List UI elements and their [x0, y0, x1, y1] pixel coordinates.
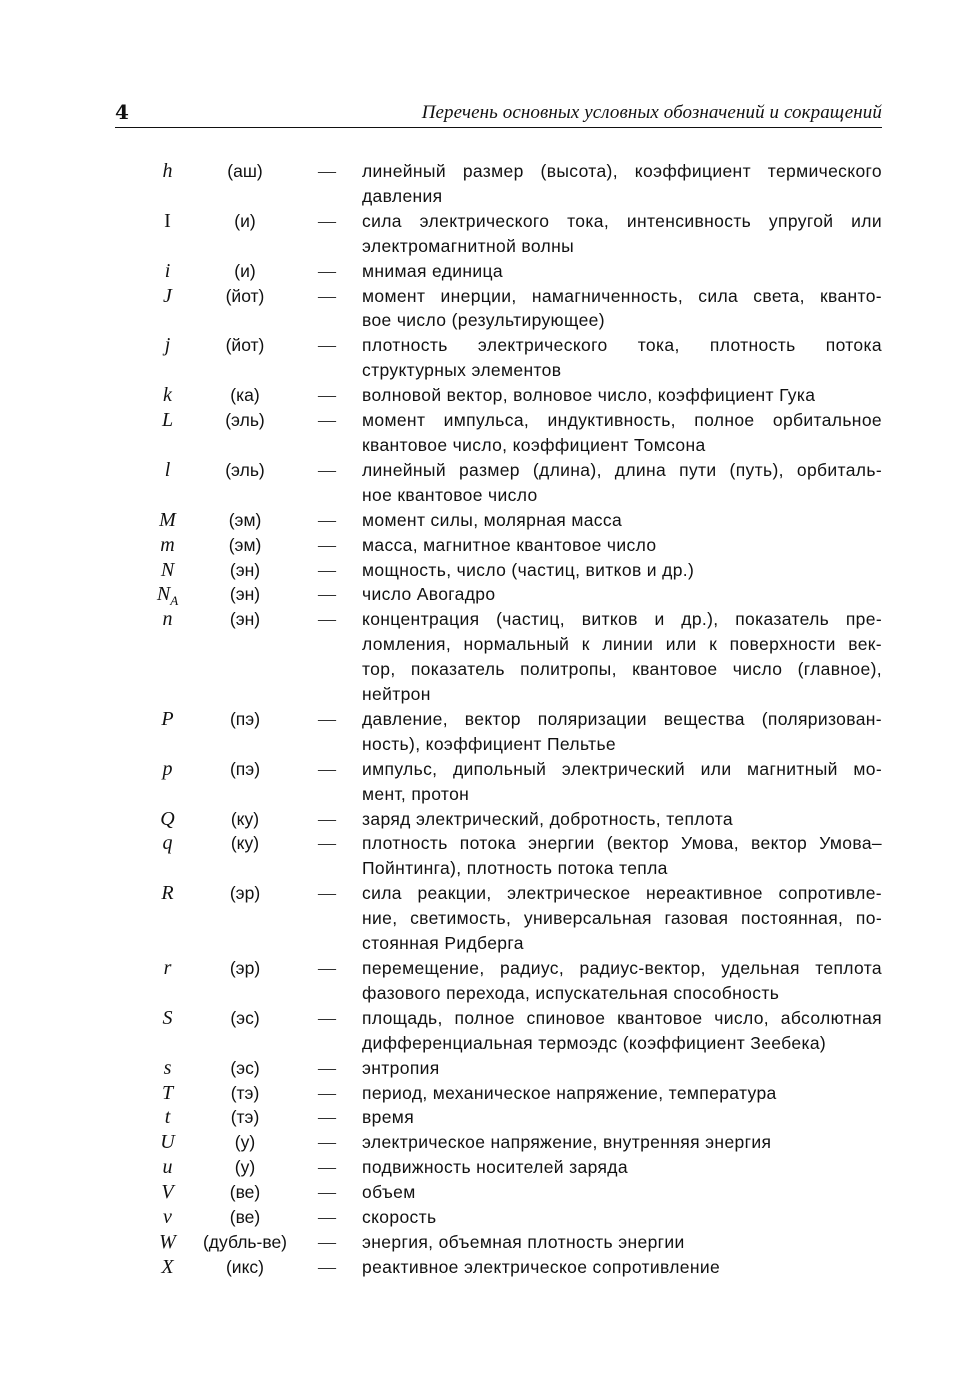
definition-line: электромагнитной волны: [362, 235, 575, 256]
entry-pronunciation: (тэ): [230, 1082, 260, 1103]
entry-symbol-letter: l: [164, 458, 171, 481]
entry-symbol-letter: m: [160, 533, 175, 556]
definition-line: сила электрического тока, интенсивность упругой или: [362, 210, 882, 231]
definition-line: концентрация (частиц, витков и др.), показатель пре-: [362, 609, 882, 630]
definition-line: квантовое число, коэффициент Томсона: [362, 434, 706, 455]
entry-symbol-letter: I: [164, 209, 171, 232]
entry-symbol-letter: V: [161, 1181, 174, 1204]
entry-symbol-letter: j: [164, 334, 171, 357]
glossary-entry: [115, 383, 882, 408]
glossary-entry: [115, 508, 882, 533]
entry-symbol-letter: P: [161, 707, 174, 730]
entry-definition: [362, 881, 882, 956]
entry-symbol-letter: q: [162, 832, 173, 855]
definition-line: энергия, объемная плотность энергии: [362, 1231, 685, 1252]
entry-definition: [362, 558, 882, 583]
definition-line: масса, магнитное квантовое число: [362, 534, 657, 555]
entry-dash: —: [318, 534, 336, 555]
entry-pronunciation: (и): [234, 210, 256, 231]
definition-line: мощность, число (частиц, витков и др.): [362, 559, 695, 580]
symbol-glossary: [115, 159, 882, 1280]
entry-definition: [362, 458, 882, 508]
entry-symbol-subscript: A: [170, 593, 179, 609]
entry-definition: [362, 707, 882, 757]
entry-pronunciation: (эль): [225, 410, 265, 431]
definition-line: плотность потока энергии (вектор Умова, вектор Умова–: [362, 833, 882, 854]
definition-line: момент инерции, намагниченность, сила света, кванто-: [362, 285, 882, 306]
entry-definition: [362, 807, 882, 832]
entry-dash: —: [318, 1007, 336, 1028]
entry-pronunciation: (эм): [228, 509, 262, 530]
entry-definition: [362, 259, 882, 284]
entry-pronunciation: (у): [234, 1157, 256, 1178]
entry-symbol-letter: X: [161, 1255, 174, 1278]
entry-dash: —: [318, 833, 336, 854]
glossary-entry: [115, 1230, 882, 1255]
definition-line: скорость: [362, 1207, 437, 1228]
glossary-entry: [115, 209, 882, 259]
definition-line: плотность электрического тока, плотность потока: [362, 335, 882, 356]
glossary-entry: [115, 558, 882, 583]
page-header: [115, 99, 882, 128]
entry-definition: [362, 1130, 882, 1155]
entry-symbol-letter: W: [159, 1230, 176, 1253]
entry-symbol-letter: N: [160, 558, 175, 581]
definition-line: давление, вектор поляризации вещества (поляризован-: [362, 708, 882, 729]
glossary-entry: [115, 1205, 882, 1230]
entry-dash: —: [318, 1231, 336, 1252]
glossary-entry: [115, 881, 882, 956]
entry-dash: —: [318, 1082, 336, 1103]
entry-dash: —: [318, 708, 336, 729]
glossary-entry: [115, 956, 882, 1006]
entry-symbol-letter: k: [163, 384, 172, 407]
entry-symbol-letter: r: [163, 957, 172, 979]
glossary-entry: [115, 831, 882, 881]
entry-symbol-letter: M: [159, 508, 176, 531]
definition-line: время: [362, 1107, 415, 1128]
entry-definition: [362, 757, 882, 807]
entry-pronunciation: (эр): [229, 883, 261, 904]
entry-pronunciation: (эн): [229, 609, 261, 630]
definition-line: ломления, нормальный к линии или к поверхности век-: [362, 634, 882, 655]
glossary-entry: [115, 259, 882, 284]
entry-definition: [362, 1105, 882, 1130]
entry-symbol-letter: p: [162, 757, 173, 780]
definition-line: энтропия: [362, 1057, 440, 1078]
entry-definition: [362, 1081, 882, 1106]
entry-symbol-letter: h: [162, 160, 173, 182]
entry-symbol-letter: S: [162, 1006, 173, 1029]
entry-pronunciation: (ку): [230, 833, 260, 854]
glossary-entry: [115, 607, 882, 707]
entry-dash: —: [318, 1107, 336, 1128]
definition-line: дифференциальная термоэдс (коэффициент Зеебека): [362, 1032, 827, 1053]
entry-pronunciation: (пэ): [229, 758, 261, 779]
page-number: 4: [115, 100, 129, 124]
entry-definition: [362, 1155, 882, 1180]
entry-definition: [362, 159, 882, 209]
entry-dash: —: [318, 1182, 336, 1203]
entry-definition: [362, 1180, 882, 1205]
entry-pronunciation: (эм): [228, 534, 262, 555]
entry-symbol-letter: Q: [160, 807, 175, 830]
entry-dash: —: [318, 1256, 336, 1277]
glossary-entry: [115, 807, 882, 832]
definition-line: ность), коэффициент Пельтье: [362, 733, 616, 754]
definition-line: сила реакции, электрическое нереактивное сопротивле-: [362, 883, 882, 904]
entry-dash: —: [318, 385, 336, 406]
definition-line: перемещение, радиус, радиус-вектор, удельная теплота: [362, 958, 882, 978]
entry-pronunciation: (тэ): [230, 1107, 260, 1128]
glossary-entry: [115, 333, 882, 383]
entry-definition: [362, 284, 882, 334]
definition-line: тор, показатель политропы, квантовое число (главное),: [362, 659, 882, 680]
glossary-entry: [115, 159, 882, 209]
entry-dash: —: [318, 210, 336, 231]
entry-symbol-letter: T: [161, 1081, 174, 1104]
entry-pronunciation: (ка): [230, 385, 260, 406]
definition-line: линейный размер (высота), коэффициент термического: [362, 161, 882, 181]
definition-line: вое число (результирующее): [362, 310, 605, 331]
entry-dash: —: [318, 509, 336, 530]
entry-symbol-letter: t: [164, 1106, 171, 1129]
definition-line: мнимая единица: [362, 260, 504, 281]
running-title: Перечень основных условных обозначений и сокращений: [421, 102, 882, 123]
glossary-entry: [115, 707, 882, 757]
entry-definition: [362, 1205, 882, 1230]
entry-symbol-letter: v: [163, 1206, 172, 1229]
definition-line: реактивное электрическое сопротивление: [362, 1256, 721, 1277]
entry-pronunciation: (эн): [229, 584, 261, 605]
glossary-entry: [115, 1006, 882, 1056]
entry-symbol-letter: i: [164, 259, 171, 282]
definition-line: давления: [362, 185, 443, 206]
entry-definition: [362, 582, 882, 607]
entry-pronunciation: (эр): [229, 958, 261, 978]
definition-line: число Авогадро: [362, 584, 496, 605]
definition-line: стоянная Ридберга: [362, 933, 524, 954]
entry-pronunciation: (дубль-ве): [202, 1231, 288, 1252]
glossary-entry: [115, 1105, 882, 1130]
definition-line: электрическое напряжение, внутренняя энергия: [362, 1132, 772, 1153]
entry-dash: —: [318, 1207, 336, 1228]
entry-dash: —: [318, 584, 336, 605]
definition-line: заряд электрический, добротность, теплота: [362, 808, 733, 829]
definition-line: объем: [362, 1182, 416, 1203]
definition-line: ние, светимость, универсальная газовая постоянная, по-: [362, 908, 882, 929]
glossary-entry: [115, 1081, 882, 1106]
entry-definition: [362, 383, 882, 408]
entry-pronunciation: (и): [234, 260, 256, 281]
entry-dash: —: [318, 285, 336, 306]
entry-dash: —: [318, 410, 336, 431]
entry-definition: [362, 1255, 882, 1280]
glossary-entry: [115, 1255, 882, 1280]
entry-pronunciation: (эн): [229, 559, 261, 580]
entry-dash: —: [318, 1132, 336, 1153]
definition-line: фазового перехода, испускательная способность: [362, 982, 780, 1003]
entry-pronunciation: (эль): [225, 459, 265, 480]
entry-definition: [362, 1230, 882, 1255]
entry-dash: —: [318, 459, 336, 480]
entry-dash: —: [318, 559, 336, 580]
entry-pronunciation: (йот): [225, 335, 265, 356]
glossary-entry: [115, 1056, 882, 1081]
entry-pronunciation: (ве): [229, 1207, 261, 1228]
definition-line: структурных элементов: [362, 360, 562, 381]
definition-line: нейтрон: [362, 684, 431, 705]
entry-pronunciation: (икс): [225, 1256, 265, 1277]
entry-dash: —: [318, 758, 336, 779]
entry-dash: —: [318, 958, 336, 978]
entry-symbol-letter: u: [162, 1156, 173, 1179]
definition-line: момент импульса, индуктивность, полное орбитальное: [362, 410, 882, 431]
entry-pronunciation: (пэ): [229, 708, 261, 729]
entry-definition: [362, 1056, 882, 1081]
entry-dash: —: [318, 883, 336, 904]
entry-pronunciation: (эс): [230, 1057, 260, 1078]
definition-line: площадь, полное спиновое квантовое число, абсолютная: [362, 1007, 882, 1028]
entry-definition: [362, 956, 882, 1006]
entry-definition: [362, 607, 882, 707]
entry-dash: —: [318, 609, 336, 630]
glossary-entry: [115, 582, 882, 607]
entry-pronunciation: (ве): [229, 1182, 261, 1203]
definition-line: период, механическое напряжение, температура: [362, 1082, 777, 1103]
entry-dash: —: [318, 260, 336, 281]
entry-pronunciation: (у): [234, 1132, 256, 1153]
entry-definition: [362, 508, 882, 533]
definition-line: импульс, дипольный электрический или магнитный мо-: [362, 758, 882, 779]
entry-dash: —: [318, 1157, 336, 1178]
entry-dash: —: [318, 335, 336, 356]
definition-line: подвижность носителей заряда: [362, 1157, 628, 1178]
glossary-entry: [115, 1130, 882, 1155]
entry-definition: [362, 209, 882, 259]
entry-symbol-letter: L: [161, 409, 174, 432]
definition-line: линейный размер (длина), длина пути (путь), орбиталь-: [362, 459, 882, 480]
entry-symbol-letter: R: [161, 882, 174, 905]
entry-pronunciation: (йот): [225, 285, 265, 306]
entry-symbol-letter: J: [163, 284, 172, 307]
entry-dash: —: [318, 808, 336, 829]
entry-dash: —: [318, 161, 336, 181]
glossary-entry: [115, 458, 882, 508]
entry-definition: [362, 533, 882, 558]
glossary-entry: [115, 1180, 882, 1205]
entry-definition: [362, 831, 882, 881]
definition-line: ное квантовое число: [362, 484, 538, 505]
entry-dash: —: [318, 1057, 336, 1078]
glossary-entry: [115, 408, 882, 458]
entry-symbol-letter: n: [162, 608, 173, 631]
glossary-entry: [115, 757, 882, 807]
entry-symbol-letter: N: [156, 583, 171, 606]
definition-line: волновой вектор, волновое число, коэффициент Гука: [362, 385, 816, 406]
glossary-entry: [115, 1155, 882, 1180]
definition-line: Пойнтинга), плотность потока тепла: [362, 858, 668, 879]
glossary-entry: [115, 533, 882, 558]
entry-definition: [362, 1006, 882, 1056]
entry-symbol-letter: s: [163, 1056, 172, 1079]
definition-line: момент силы, молярная масса: [362, 509, 623, 530]
entry-definition: [362, 408, 882, 458]
glossary-entry: [115, 284, 882, 334]
definition-line: мент, протон: [362, 783, 470, 804]
entry-pronunciation: (эс): [230, 1007, 260, 1028]
entry-pronunciation: (аш): [227, 161, 263, 181]
entry-definition: [362, 333, 882, 383]
entry-pronunciation: (ку): [230, 808, 260, 829]
entry-symbol-letter: U: [160, 1131, 175, 1154]
